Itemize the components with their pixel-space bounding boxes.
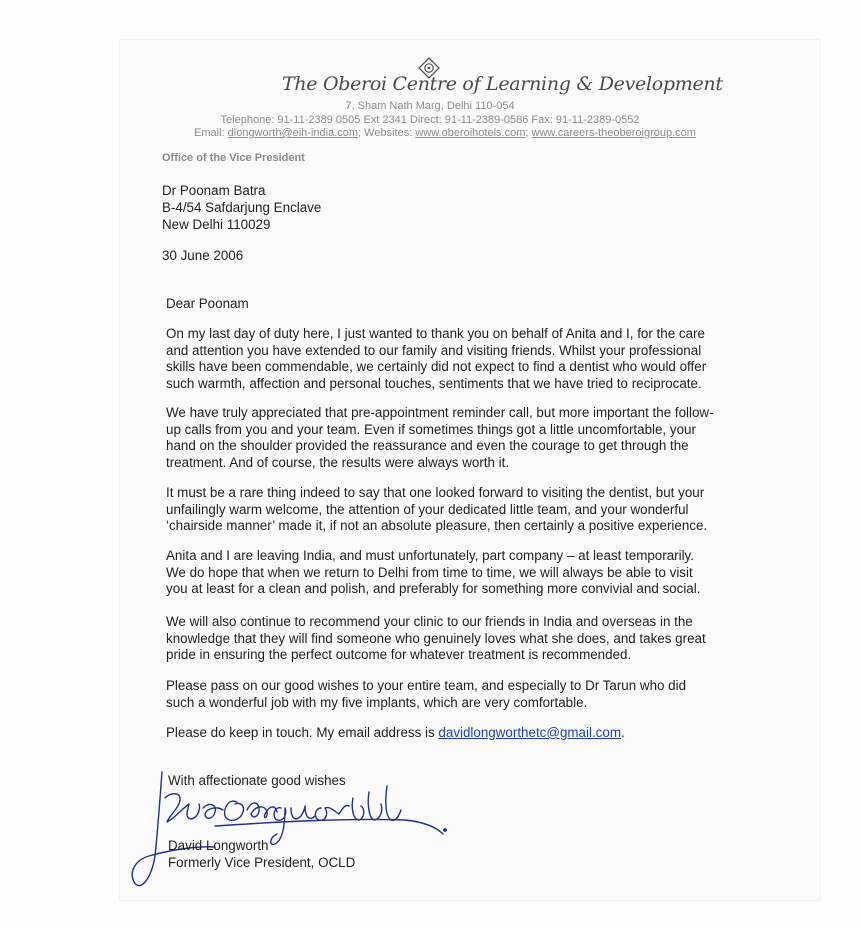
letter-date: 30 June 2006 xyxy=(162,248,244,263)
paragraph-5 xyxy=(166,614,746,664)
personal-email-link[interactable]: davidlongworthetc@gmail.com xyxy=(438,725,621,740)
paragraph-line: Please pass on our good wishes to your entire team, and especially to Dr Tarun who did xyxy=(166,678,687,693)
email-label: Email: xyxy=(194,127,228,139)
paragraph-line: and attention you have extended to our family and visiting friends. Whilst your professional xyxy=(166,342,702,358)
paragraph-1 xyxy=(166,326,746,392)
contact-paragraph xyxy=(166,725,746,742)
letterhead-telephone: Telephone: 91-11-2389 0505 Ext 2341 Direct: 91-11-2389-0586 Fax: 91-11-2389-0552 xyxy=(220,114,640,126)
website-link-careers[interactable]: www.careers-theoberoigroup.com xyxy=(531,127,696,139)
paragraph-line: pride in ensuring the perfect outcome for whatever treatment is recommended. xyxy=(166,647,632,663)
letterhead-title: The Oberoi Centre of Learning & Development xyxy=(282,73,723,95)
contact-end: . xyxy=(620,725,625,740)
contact-line xyxy=(166,725,746,742)
recipient-address-1: B-4/54 Safdarjung Enclave xyxy=(162,200,322,215)
recipient-address-2: New Delhi 110029 xyxy=(162,217,271,232)
paragraph-line: up calls from you and your team. Even if sometimes things got a little uncomfortable, your xyxy=(166,421,696,437)
paragraph-line: We do hope that when we return to Delhi from time to time, we will always be able to visit xyxy=(166,564,693,580)
paragraph-line: We have truly appreciated that pre-appointment reminder call, but more important the follow- xyxy=(166,405,714,420)
paragraph-3 xyxy=(166,485,746,535)
letterhead-email-link[interactable]: dlongworth@eih-india.com xyxy=(227,127,359,139)
letterhead-address: 7, Sham Nath Marg, Delhi 110-054 xyxy=(345,100,515,112)
link-separator: ; xyxy=(525,127,532,139)
signer-title: Formerly Vice President, OCLD xyxy=(168,854,356,870)
paragraph-line: such a wonderful job with my five implants, which are very comfortable. xyxy=(166,694,588,710)
salutation: Dear Poonam xyxy=(166,296,249,311)
contact-text: Please do keep in touch. My email address is xyxy=(166,725,439,740)
recipient-name: Dr Poonam Batra xyxy=(162,183,266,198)
paragraph-line: unfailingly warm welcome, the attention of your dedicated little team, and your wonderful xyxy=(166,501,689,517)
paragraph-2 xyxy=(166,405,746,471)
paragraph-line: such warmth, affection and personal touches, sentiments that we have tried to reciprocate. xyxy=(166,375,702,391)
paragraph-4 xyxy=(166,548,746,598)
closing-line: With affectionate good wishes xyxy=(168,773,346,788)
paragraph-line: skills have been commendable, we certainly did not expect to find a dentist who would offer xyxy=(166,359,707,375)
paragraph-line: It must be a rare thing indeed to say that one looked forward to visiting the dentist, but your xyxy=(166,485,705,500)
signer-block xyxy=(168,838,355,871)
websites-label: ; Websites: xyxy=(358,127,416,139)
letterhead-contact-line xyxy=(0,127,860,139)
paragraph-line: ‘chairside manner’ made it, if not an absolute pleasure, then certainly a positive experience. xyxy=(166,518,708,534)
paragraph-6 xyxy=(166,678,746,711)
paragraph-line: On my last day of duty here, I just wanted to thank you on behalf of Anita and I, for the care xyxy=(166,326,705,341)
website-link-oberoihotels[interactable]: www.oberoihotels.com xyxy=(415,127,526,139)
paragraph-line: We will also continue to recommend your clinic to our friends in India and overseas in the xyxy=(166,614,693,629)
paragraph-line: treatment. And of course, the results were always worth it. xyxy=(166,454,510,470)
signer-name: David Longworth xyxy=(168,838,269,853)
paragraph-line: Anita and I are leaving India, and must unfortunately, part company – at least temporarily. xyxy=(166,548,694,563)
paragraph-line: knowledge that they will find someone who genuinely loves what she does, and takes great xyxy=(166,630,706,646)
office-heading: Office of the Vice President xyxy=(162,152,305,164)
paragraph-line: you at least for a clean and polish, and preferably for something more convivial and social. xyxy=(166,581,701,597)
paragraph-line: hand on the shoulder provided the reassurance and even the courage to get through the xyxy=(166,438,689,454)
